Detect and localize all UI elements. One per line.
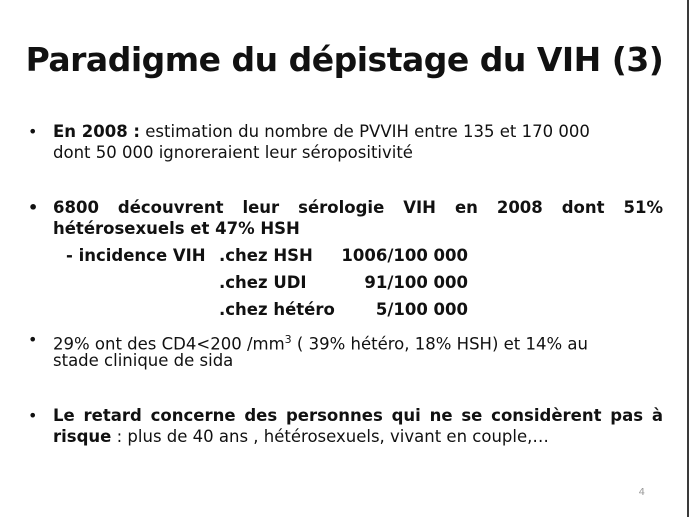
incidence-value-udi: 91/100 000 xyxy=(364,273,468,292)
bullet-text: 29% ont des CD4<200 /mm xyxy=(53,334,285,354)
bullet-text: estimation du nombre de PVVIH entre 135 et 170 000 xyxy=(140,122,590,141)
incidence-group-hsh: .chez HSH xyxy=(219,246,313,265)
bullet-text: Le retard concerne des personnes qui ne se considèrent pas à xyxy=(53,406,663,425)
bullet-item-cd4 xyxy=(28,329,668,373)
bullet-text-cont: ( 39% hétéro, 18% HSH) et 14% au xyxy=(291,334,588,354)
slide-title: Paradigme du dépistage du VIH (3) xyxy=(25,40,664,79)
incidence-group-hetero: .chez hétéro xyxy=(219,300,335,319)
bullet-item-discoveries xyxy=(28,197,668,241)
superscript: 3 xyxy=(284,333,292,346)
bullet-text-line2: dont 50 000 ignoreraient leur séropositivité xyxy=(53,143,413,162)
incidence-label: - incidence VIH xyxy=(66,246,206,265)
bullet-icon: • xyxy=(28,406,38,425)
page-number: 4 xyxy=(638,487,645,498)
incidence-group-udi: .chez UDI xyxy=(219,273,307,292)
incidence-value-hsh: 1006/100 000 xyxy=(341,246,468,265)
bullet-lead: En 2008 : xyxy=(53,122,141,141)
bullet-text-bold: risque xyxy=(53,427,112,446)
bullet-text: 6800 découvrent leur sérologie VIH en 2008 dont 51% xyxy=(53,198,663,217)
bullet-text-line2: stade clinique de sida xyxy=(53,351,234,370)
bullet-text-line2: hétérosexuels et 47% HSH xyxy=(53,219,300,238)
bullet-item-delay xyxy=(28,405,668,449)
incidence-value-hetero: 5/100 000 xyxy=(375,300,468,319)
bullet-text-rest: : plus de 40 ans , hétérosexuels, vivant en couple,… xyxy=(111,427,549,446)
bullet-item-2008-estimation xyxy=(28,121,668,165)
bullet-icon: • xyxy=(28,122,38,141)
bullet-icon: • xyxy=(28,198,39,217)
bullet-icon: • xyxy=(28,330,38,349)
